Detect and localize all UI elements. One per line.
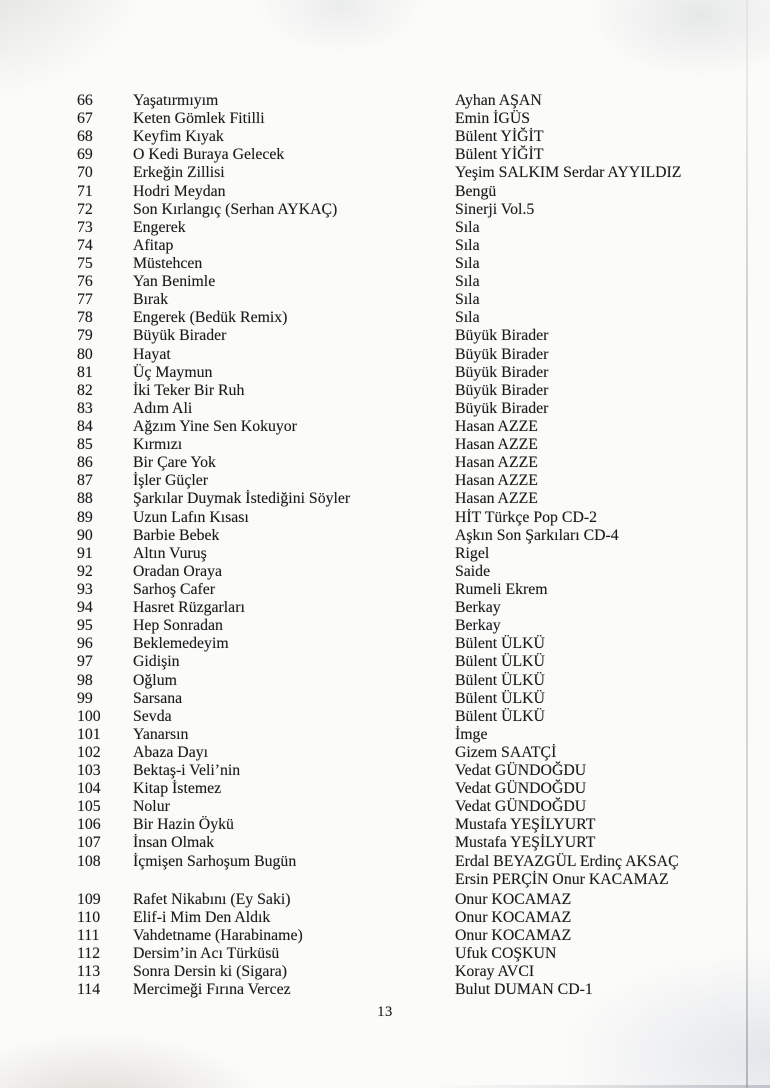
track-number: 69 xyxy=(77,146,93,164)
artist-name: Ufuk COŞKUN xyxy=(455,945,557,963)
artist-name: Bülent ÜLKÜ xyxy=(455,635,545,653)
track-number xyxy=(77,871,133,889)
list-item xyxy=(77,563,754,581)
artist-name: Aşkın Son Şarkıları CD-4 xyxy=(455,526,619,544)
artist-name: İmge xyxy=(455,725,488,743)
track-number: 75 xyxy=(77,254,93,272)
song-title: Yanarsın xyxy=(133,725,189,743)
track-number: 100 xyxy=(77,707,101,725)
artist-name: Büyük Birader xyxy=(455,363,549,381)
track-number: 96 xyxy=(77,635,93,653)
track-number: 89 xyxy=(77,508,93,526)
track-number: 70 xyxy=(77,164,93,182)
artist-name: Onur KOCAMAZ xyxy=(455,890,572,908)
track-number: 110 xyxy=(77,908,101,926)
list-item xyxy=(77,617,754,635)
list-item xyxy=(77,219,754,237)
artist-name: Sıla xyxy=(455,218,480,236)
artist-name: HİT Türkçe Pop CD-2 xyxy=(455,508,598,526)
song-list xyxy=(77,92,754,999)
artist-name: Koray AVCI xyxy=(455,963,535,981)
song-title: Sonra Dersin ki (Sigara) xyxy=(133,963,287,981)
artist-name: Berkay xyxy=(455,617,501,635)
artist-name: Onur KOCAMAZ xyxy=(455,927,572,945)
track-number: 90 xyxy=(77,526,93,544)
track-number: 95 xyxy=(77,617,93,635)
list-item xyxy=(77,653,754,671)
song-title: Kırmızı xyxy=(133,436,183,454)
song-title: Dersim’in Acı Türküsü xyxy=(133,945,280,963)
track-number: 93 xyxy=(77,580,93,598)
track-number: 71 xyxy=(77,182,93,200)
track-number: 81 xyxy=(77,363,93,381)
artist-name: Sıla xyxy=(455,291,480,309)
list-item xyxy=(77,708,754,726)
track-number: 98 xyxy=(77,671,93,689)
song-title: Üç Maymun xyxy=(133,363,213,381)
list-item xyxy=(77,509,754,527)
song-title: Elif-i Mim Den Aldık xyxy=(133,908,271,926)
track-number: 85 xyxy=(77,436,93,454)
list-item xyxy=(77,327,754,345)
track-number: 97 xyxy=(77,653,93,671)
track-number: 78 xyxy=(77,309,93,327)
track-number: 82 xyxy=(77,381,93,399)
song-title: Kitap İstemez xyxy=(133,780,222,798)
list-item xyxy=(77,945,754,963)
track-number: 72 xyxy=(77,200,93,218)
track-number: 113 xyxy=(77,963,101,981)
list-item xyxy=(77,744,754,762)
song-title: Rafet Nikabını (Ey Saki) xyxy=(133,890,291,908)
artist-name: Vedat GÜNDOĞDU xyxy=(455,780,587,798)
list-item xyxy=(77,963,754,981)
list-item xyxy=(77,780,754,798)
track-number: 80 xyxy=(77,345,93,363)
track-number: 111 xyxy=(77,927,100,945)
song-title: Hasret Rüzgarları xyxy=(133,599,245,617)
list-item xyxy=(77,110,754,128)
song-title: O Kedi Buraya Gelecek xyxy=(133,146,285,164)
song-title: İçmişen Sarhoşum Bugün xyxy=(133,852,297,870)
artist-name: Bülent ÜLKÜ xyxy=(455,707,545,725)
list-item xyxy=(77,454,754,472)
track-number: 114 xyxy=(77,981,101,999)
song-title: Afitap xyxy=(133,236,174,254)
artist-name: Gizem SAATÇİ xyxy=(455,743,557,761)
song-title: İki Teker Bir Ruh xyxy=(133,381,245,399)
list-item xyxy=(77,798,754,816)
track-number: 112 xyxy=(77,945,101,963)
song-title: Hodri Meydan xyxy=(133,182,226,200)
song-title: Engerek (Bedük Remix) xyxy=(133,309,288,327)
song-title: Engerek xyxy=(133,218,186,236)
song-title: Keyfim Kıyak xyxy=(133,128,224,146)
artist-name: Büyük Birader xyxy=(455,399,549,417)
artist-name: Sıla xyxy=(455,236,480,254)
song-title: Keten Gömlek Fitilli xyxy=(133,110,265,128)
track-number: 107 xyxy=(77,834,101,852)
list-item xyxy=(77,382,754,400)
song-title: Abaza Dayı xyxy=(133,743,208,761)
list-item xyxy=(77,891,754,909)
list-item xyxy=(77,726,754,744)
list-item xyxy=(77,635,754,653)
list-item xyxy=(77,545,754,563)
song-title: Bırak xyxy=(133,291,169,309)
song-title: Yan Benimle xyxy=(133,273,216,291)
artist-name: Büyük Birader xyxy=(455,327,549,345)
song-title: Şarkılar Duymak İstediğini Söyler xyxy=(133,490,351,508)
artist-name: Hasan AZZE xyxy=(455,490,538,508)
list-item xyxy=(77,981,754,999)
artist-name: Sıla xyxy=(455,309,480,327)
artist-name: Bülent ÜLKÜ xyxy=(455,671,545,689)
list-item xyxy=(77,146,754,164)
artist-name: Büyük Birader xyxy=(455,345,549,363)
track-number: 102 xyxy=(77,743,101,761)
artist-name: Sıla xyxy=(455,254,480,272)
artist-name: Ayhan AŞAN xyxy=(455,92,542,109)
track-number: 91 xyxy=(77,544,93,562)
artist-name: Vedat GÜNDOĞDU xyxy=(455,762,587,780)
track-number: 87 xyxy=(77,472,93,490)
list-item xyxy=(77,436,754,454)
track-number: 109 xyxy=(77,890,101,908)
list-item xyxy=(77,255,754,273)
artist-name: Bülent YİĞİT xyxy=(455,128,544,146)
song-title: Müstehcen xyxy=(133,254,203,272)
track-number: 103 xyxy=(77,762,101,780)
song-title: Hep Sonradan xyxy=(133,617,223,635)
song-title: Gidişin xyxy=(133,653,180,671)
artist-name: Vedat GÜNDOĞDU xyxy=(455,798,587,816)
song-title: Nolur xyxy=(133,798,170,816)
song-title: Hayat xyxy=(133,345,171,363)
list-item xyxy=(77,346,754,364)
list-item xyxy=(77,672,754,690)
song-title: Bir Hazin Öykü xyxy=(133,816,234,834)
list-item xyxy=(77,853,754,871)
list-item xyxy=(77,834,754,852)
artist-name: Hasan AZZE xyxy=(455,436,538,454)
list-item xyxy=(77,273,754,291)
list-item xyxy=(77,164,754,182)
list-item xyxy=(77,418,754,436)
list-item xyxy=(77,309,754,327)
list-item xyxy=(77,92,754,110)
page-number: 13 xyxy=(377,1004,393,1020)
song-title: Uzun Lafın Kısası xyxy=(133,508,249,526)
song-title: Adım Ali xyxy=(133,399,193,417)
song-title: Bir Çare Yok xyxy=(133,454,216,472)
artist-name: Hasan AZZE xyxy=(455,472,538,490)
track-number: 76 xyxy=(77,273,93,291)
track-number: 84 xyxy=(77,417,93,435)
list-item xyxy=(77,927,754,945)
track-number: 92 xyxy=(77,562,93,580)
track-number: 83 xyxy=(77,399,93,417)
track-number: 101 xyxy=(77,725,101,743)
song-title: Oradan Oraya xyxy=(133,562,223,580)
song-title: Beklemedeyim xyxy=(133,635,229,653)
track-number: 108 xyxy=(77,852,101,870)
list-item xyxy=(77,490,754,508)
song-title: Barbie Bebek xyxy=(133,526,220,544)
list-item xyxy=(77,128,754,146)
track-number: 104 xyxy=(77,780,101,798)
song-title: Büyük Birader xyxy=(133,327,227,345)
artist-name: Bülent YİĞİT xyxy=(455,146,544,164)
artist-name: Onur KOCAMAZ xyxy=(455,908,572,926)
artist-name: Rumeli Ekrem xyxy=(455,580,548,598)
song-title: Son Kırlangıç (Serhan AYKAÇ) xyxy=(133,200,338,218)
list-item-continuation xyxy=(77,871,754,889)
track-number: 73 xyxy=(77,218,93,236)
artist-name: Berkay xyxy=(455,599,501,617)
song-title: Oğlum xyxy=(133,671,177,689)
track-number: 79 xyxy=(77,327,93,345)
artist-name: Bulut DUMAN CD-1 xyxy=(455,981,593,999)
list-item xyxy=(77,364,754,382)
list-item xyxy=(77,581,754,599)
track-number: 66 xyxy=(77,92,93,109)
song-title: Altın Vuruş xyxy=(133,544,207,562)
artist-name: Hasan AZZE xyxy=(455,417,538,435)
song-title: İnsan Olmak xyxy=(133,834,215,852)
list-item xyxy=(77,599,754,617)
artist-name: Yeşim SALKIM Serdar AYYILDIZ xyxy=(455,164,682,182)
artist-name: Büyük Birader xyxy=(455,381,549,399)
artist-name: Erdal BEYAZGÜL Erdinç AKSAÇ xyxy=(455,852,679,870)
list-item xyxy=(77,472,754,490)
list-item xyxy=(77,762,754,780)
artist-name: Rigel xyxy=(455,544,490,562)
song-title xyxy=(133,871,455,889)
track-number: 67 xyxy=(77,110,93,128)
track-number: 99 xyxy=(77,689,93,707)
artist-name: Hasan AZZE xyxy=(455,454,538,472)
song-title: Ağzım Yine Sen Kokuyor xyxy=(133,417,297,435)
artist-name: Bengü xyxy=(455,182,497,200)
list-item xyxy=(77,527,754,545)
track-number: 86 xyxy=(77,454,93,472)
artist-name: Sinerji Vol.5 xyxy=(455,200,535,218)
track-number: 88 xyxy=(77,490,93,508)
artist-name: Sıla xyxy=(455,273,480,291)
list-item xyxy=(77,183,754,201)
song-title: İşler Güçler xyxy=(133,472,208,490)
song-title: Vahdetname (Harabiname) xyxy=(133,927,303,945)
track-number: 94 xyxy=(77,599,93,617)
list-item xyxy=(77,909,754,927)
song-title: Sevda xyxy=(133,707,172,725)
list-item xyxy=(77,400,754,418)
list-item xyxy=(77,816,754,834)
artist-name: Ersin PERÇİN Onur KACAMAZ xyxy=(455,870,669,888)
artist-name: Mustafa YEŞİLYURT xyxy=(455,816,596,834)
song-title: Bektaş-i Veli’nin xyxy=(133,762,241,780)
song-title: Sarhoş Cafer xyxy=(133,580,216,598)
list-item xyxy=(77,690,754,708)
artist-name: Mustafa YEŞİLYURT xyxy=(455,834,596,852)
artist-name: Bülent ÜLKÜ xyxy=(455,653,545,671)
track-number: 106 xyxy=(77,816,101,834)
list-item xyxy=(77,237,754,255)
song-title: Mercimeği Fırına Vercez xyxy=(133,981,291,999)
artist-name: Emin İGÜS xyxy=(455,110,531,128)
track-number: 74 xyxy=(77,236,93,254)
song-title: Yaşatırmıyım xyxy=(133,92,219,109)
list-item xyxy=(77,291,754,309)
list-item xyxy=(77,201,754,219)
song-title: Sarsana xyxy=(133,689,183,707)
artist-name: Saide xyxy=(455,562,491,580)
artist-name: Bülent ÜLKÜ xyxy=(455,689,545,707)
track-number: 77 xyxy=(77,291,93,309)
song-title: Erkeğin Zillisi xyxy=(133,164,225,182)
track-number: 68 xyxy=(77,128,93,146)
track-number: 105 xyxy=(77,798,101,816)
